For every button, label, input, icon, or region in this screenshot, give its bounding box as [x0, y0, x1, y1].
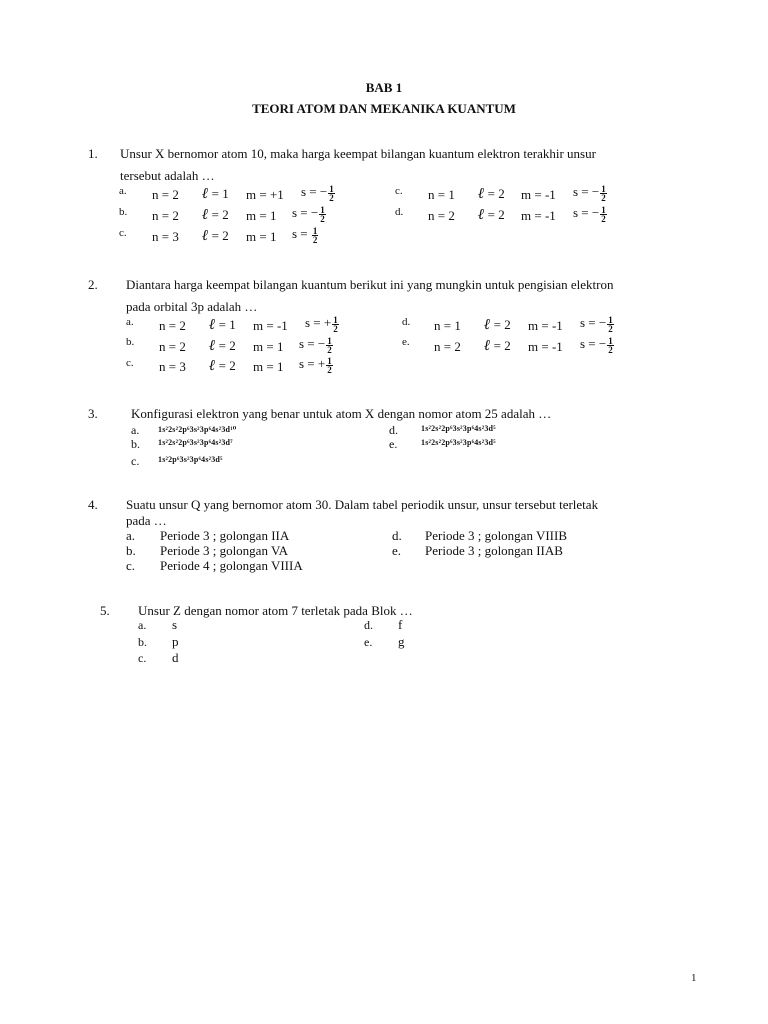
- quantum-s: s =: [292, 226, 308, 241]
- page-title: TEORI ATOM DAN MEKANIKA KUANTUM: [252, 101, 516, 116]
- fraction-one-half: $\frac{1}{2}$: [327, 355, 332, 375]
- option-letter: d.: [402, 316, 411, 328]
- option-text: Periode 3 ; golongan IIA: [160, 528, 290, 543]
- option-letter: a.: [138, 618, 147, 632]
- quantum-n: n = 1: [434, 318, 461, 333]
- quantum-m: m = -1: [528, 339, 563, 354]
- quantum-s: s = +: [305, 315, 332, 330]
- electron-configuration: 1s²2s²2p⁶3s²3p⁶4s²3d¹⁰: [158, 425, 237, 434]
- option-text: Periode 4 ; golongan VIIIA: [160, 558, 303, 573]
- electron-configuration: 1s²2p⁶3s²3p⁶4s²3d⁵: [158, 455, 223, 464]
- quantum-s: s = −: [301, 184, 328, 199]
- question-number: 4.: [88, 497, 98, 512]
- option-letter: d.: [364, 618, 373, 632]
- option-letter: b.: [126, 336, 135, 348]
- quantum-m: m = +1: [246, 187, 284, 202]
- ell-symbol: ℓ: [478, 184, 485, 202]
- option-text: g: [398, 634, 405, 649]
- quantum-m: m = -1: [521, 208, 556, 223]
- ell-symbol: ℓ: [202, 184, 209, 202]
- option-letter: c.: [138, 651, 147, 665]
- quantum-s: s = −: [573, 205, 600, 220]
- fraction-one-half: $\frac{1}{2}$: [608, 335, 613, 355]
- option-text: f: [398, 617, 403, 632]
- question-text: Konfigurasi elektron yang benar untuk atom X dengan nomor atom 25 adalah …: [131, 406, 552, 421]
- ell-symbol: ℓ: [478, 205, 485, 223]
- fraction-one-half: $\frac{1}{2}$: [327, 335, 332, 355]
- electron-configuration: 1s²2s²2p⁶3s²3p⁶4s²3d⁵: [421, 424, 496, 433]
- quantum-s: s = −: [580, 336, 607, 351]
- ell-symbol: ℓ: [484, 336, 491, 354]
- quantum-m: m = -1: [253, 318, 288, 333]
- quantum-n: n = 2: [152, 187, 179, 202]
- quantum-l: = 2: [218, 338, 236, 353]
- quantum-s: s = +: [299, 356, 326, 371]
- question-text-continued: pada …: [126, 513, 167, 528]
- option-letter: e.: [402, 336, 410, 348]
- option-letter: a.: [126, 316, 134, 328]
- option-letter: e.: [392, 543, 402, 558]
- quantum-m: m = -1: [528, 318, 563, 333]
- quantum-l: = 1: [218, 317, 236, 332]
- option-letter: e.: [364, 635, 373, 649]
- option-letter: c.: [126, 558, 136, 573]
- ell-symbol: ℓ: [209, 356, 216, 374]
- quantum-l: = 2: [487, 186, 505, 201]
- page-number: 1: [691, 972, 697, 984]
- question-text: Suatu unsur Q yang bernomor atom 30. Dalam tabel periodik unsur, unsur tersebut terletak: [126, 497, 599, 512]
- quantum-n: n = 2: [159, 339, 186, 354]
- fraction-one-half: $\frac{1}{2}$: [601, 183, 606, 203]
- option-letter: c.: [119, 227, 127, 239]
- quantum-m: m = -1: [521, 187, 556, 202]
- quantum-n: n = 3: [152, 229, 179, 244]
- question-text: Unsur X bernomor atom 10, maka harga keempat bilangan kuantum elektron terakhir unsur: [120, 146, 596, 161]
- quantum-n: n = 2: [152, 208, 179, 223]
- quantum-s: s = −: [573, 184, 600, 199]
- quantum-n: n = 2: [159, 318, 186, 333]
- question-text-continued: pada orbital 3p adalah …: [126, 299, 258, 314]
- quantum-m: m = 1: [253, 359, 284, 374]
- fraction-one-half: $\frac{1}{2}$: [312, 225, 318, 245]
- chapter-heading: BAB 1: [365, 80, 403, 95]
- option-text: Periode 3 ; golongan IIAB: [425, 543, 563, 558]
- ell-symbol: ℓ: [209, 315, 216, 333]
- quantum-l: = 2: [211, 207, 229, 222]
- quantum-m: m = 1: [246, 208, 277, 223]
- ell-symbol: ℓ: [484, 315, 491, 333]
- option-letter: a.: [126, 528, 136, 543]
- question-number: 1.: [88, 146, 98, 161]
- quantum-m: m = 1: [246, 229, 277, 244]
- question-text-continued: tersebut adalah …: [120, 168, 215, 183]
- option-text: s: [172, 617, 178, 632]
- fraction-one-half: $\frac{1}{2}$: [333, 314, 338, 334]
- option-letter: b.: [138, 635, 147, 649]
- question-text: Unsur Z dengan nomor atom 7 terletak pada Blok …: [138, 603, 413, 618]
- quantum-n: n = 1: [428, 187, 455, 202]
- question-number: 3.: [88, 406, 98, 421]
- fraction-one-half: $\frac{1}{2}$: [320, 204, 325, 224]
- fraction-one-half: $\frac{1}{2}$: [329, 183, 334, 203]
- option-letter: b.: [119, 206, 128, 218]
- quantum-l: = 2: [211, 228, 229, 243]
- option-text: p: [172, 634, 179, 649]
- option-letter: d.: [392, 528, 402, 543]
- quantum-s: s = −: [299, 336, 326, 351]
- question-number: 5.: [100, 603, 110, 618]
- question-text: Diantara harga keempat bilangan kuantum berikut ini yang mungkin untuk pengisian elektron: [126, 277, 614, 292]
- option-letter: b.: [131, 437, 140, 451]
- fraction-one-half: $\frac{1}{2}$: [601, 204, 606, 224]
- quantum-l: = 2: [493, 317, 511, 332]
- option-letter: b.: [126, 543, 136, 558]
- quantum-m: m = 1: [253, 339, 284, 354]
- option-letter: d.: [389, 423, 398, 437]
- option-letter: c.: [131, 454, 140, 468]
- quantum-l: = 2: [493, 338, 511, 353]
- option-text: Periode 3 ; golongan VIIIB: [425, 528, 568, 543]
- option-letter: c.: [395, 185, 403, 197]
- ell-symbol: ℓ: [209, 336, 216, 354]
- question-number: 2.: [88, 277, 98, 292]
- ell-symbol: ℓ: [202, 205, 209, 223]
- option-letter: a.: [131, 423, 140, 437]
- quantum-n: n = 2: [434, 339, 461, 354]
- quantum-l: = 2: [487, 207, 505, 222]
- quantum-n: n = 3: [159, 359, 186, 374]
- quantum-s: s = −: [292, 205, 319, 220]
- option-letter: d.: [395, 206, 404, 218]
- quantum-l: = 1: [211, 186, 229, 201]
- fraction-one-half: $\frac{1}{2}$: [608, 314, 613, 334]
- option-letter: a.: [119, 185, 127, 197]
- electron-configuration: 1s²2s²2p⁶3s²3p⁶4s²3d⁵: [421, 438, 496, 447]
- electron-configuration: 1s²2s²2p⁶3s²3p⁶4s²3d⁷: [158, 438, 233, 447]
- quantum-l: = 2: [218, 358, 236, 373]
- option-text: d: [172, 650, 179, 665]
- quantum-s: s = −: [580, 315, 607, 330]
- option-letter: e.: [389, 437, 398, 451]
- quantum-n: n = 2: [428, 208, 455, 223]
- ell-symbol: ℓ: [202, 226, 209, 244]
- option-letter: c.: [126, 357, 134, 369]
- option-text: Periode 3 ; golongan VA: [160, 543, 289, 558]
